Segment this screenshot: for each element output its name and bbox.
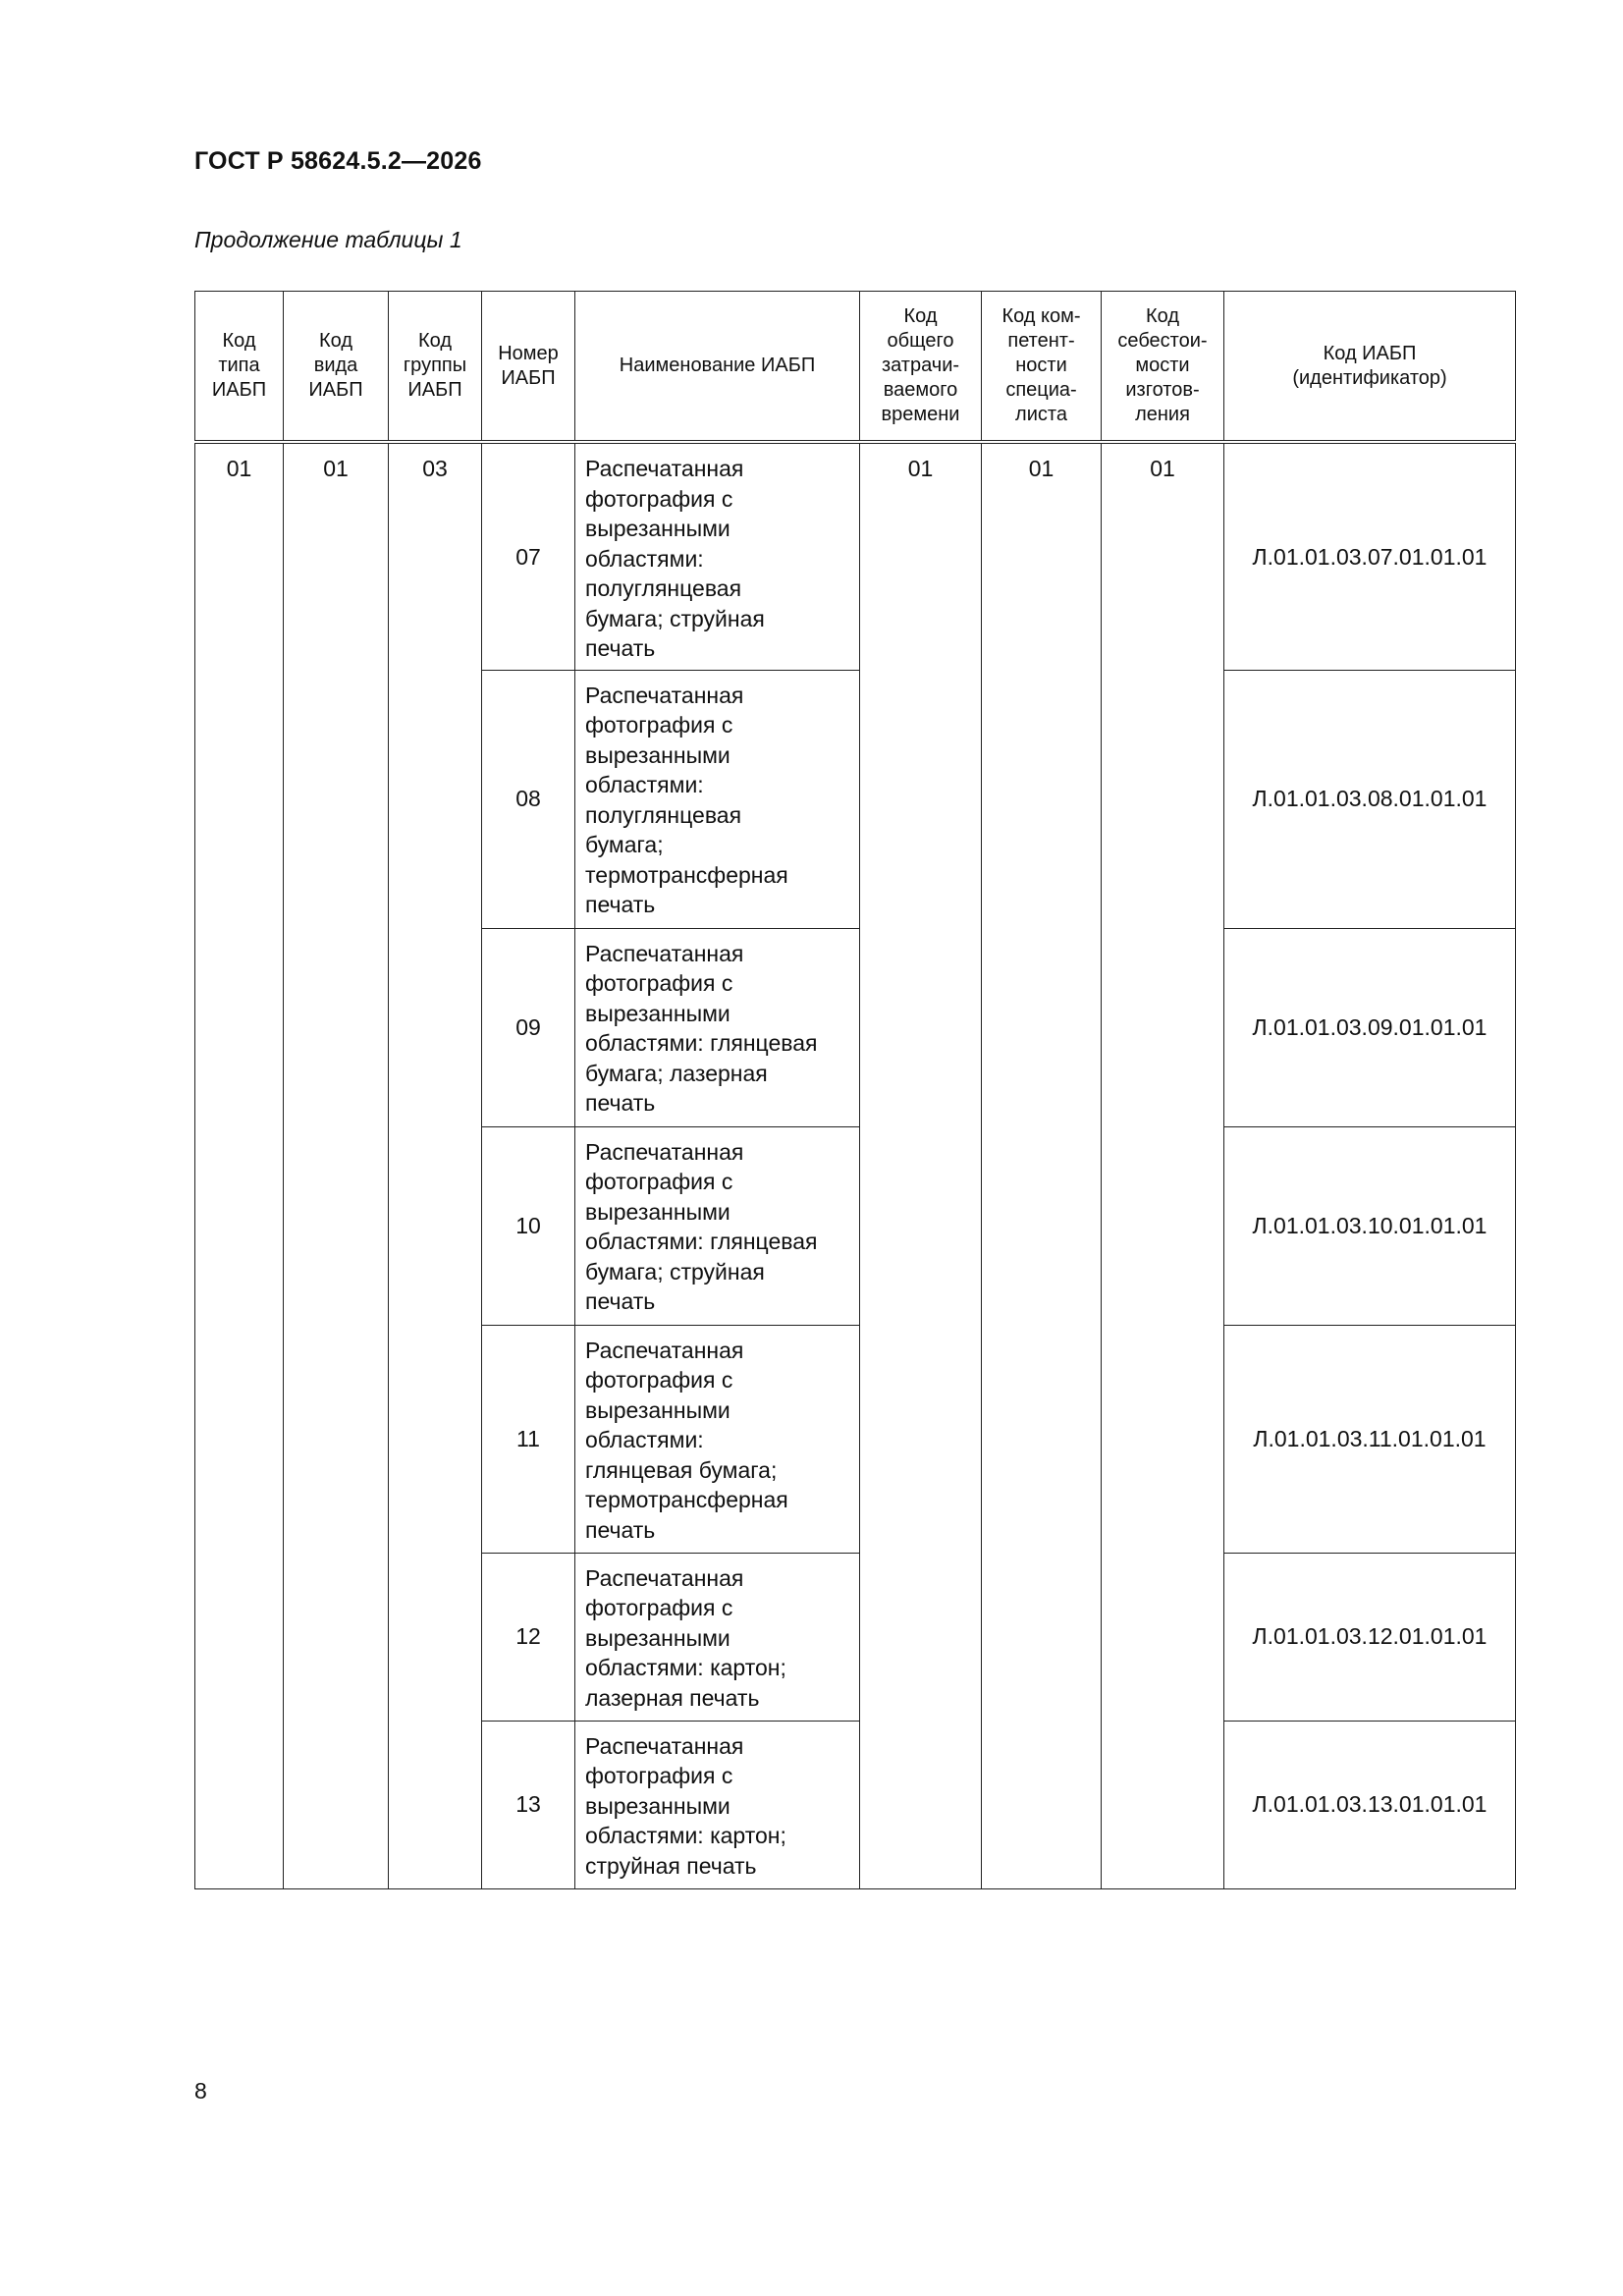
text-line: ваемого bbox=[883, 379, 958, 401]
cell-number: 13 bbox=[482, 1721, 575, 1888]
text-line: вырезанными bbox=[585, 1000, 730, 1026]
text-line: мости bbox=[1135, 355, 1190, 376]
cell-name bbox=[575, 442, 860, 670]
text-line: вида bbox=[313, 355, 358, 376]
cell-number: 09 bbox=[482, 928, 575, 1126]
header-cost-code bbox=[1102, 292, 1224, 443]
header-type-code bbox=[195, 292, 284, 443]
cell-number: 12 bbox=[482, 1553, 575, 1721]
text-line: областями: картон; bbox=[585, 1655, 786, 1680]
text-line: вырезанными bbox=[585, 1792, 730, 1819]
text-line: областями: глянцевая bbox=[585, 1030, 818, 1056]
text-line: фотография с bbox=[585, 712, 733, 738]
cell-time-code: 01 bbox=[860, 442, 982, 1888]
text-line: ИАБП bbox=[211, 379, 267, 401]
text-line: Наименование ИАБП bbox=[619, 355, 816, 376]
text-line: фотография с bbox=[585, 1595, 733, 1620]
text-line: листа bbox=[1015, 404, 1067, 425]
text-line: фотография с bbox=[585, 1169, 733, 1194]
header-row bbox=[195, 292, 1516, 443]
text-line: бумага; струйная bbox=[585, 605, 765, 631]
codes-table bbox=[194, 291, 1516, 1889]
text-line: печать bbox=[585, 1516, 656, 1543]
text-line: областями: bbox=[585, 545, 704, 572]
text-line: областями: bbox=[585, 772, 704, 797]
text-line: ИАБП bbox=[308, 379, 363, 401]
text-line: вырезанными bbox=[585, 1198, 730, 1225]
text-line: областями: bbox=[585, 1427, 704, 1452]
text-line: вырезанными bbox=[585, 1396, 730, 1423]
table-row bbox=[195, 442, 1516, 670]
text-line: струйная печать bbox=[585, 1852, 757, 1879]
cell-number: 07 bbox=[482, 442, 575, 670]
text-line: Код bbox=[1145, 305, 1179, 327]
text-line: Код bbox=[318, 330, 352, 352]
text-line: фотография с bbox=[585, 970, 733, 996]
header-name bbox=[575, 292, 860, 443]
text-line: затрачи- bbox=[881, 355, 960, 376]
text-line: типа bbox=[218, 355, 260, 376]
text-line: Распечатанная bbox=[585, 456, 744, 481]
text-line: Распечатанная bbox=[585, 682, 744, 708]
cell-identifier: Л.01.01.03.10.01.01.01 bbox=[1224, 1126, 1516, 1325]
text-line: печать bbox=[585, 892, 656, 917]
text-line: Код ИАБП bbox=[1323, 342, 1417, 364]
cell-identifier: Л.01.01.03.08.01.01.01 bbox=[1224, 670, 1516, 928]
text-line: группы bbox=[403, 355, 467, 376]
header-kind-code bbox=[284, 292, 389, 443]
text-line: Код ком- bbox=[1001, 305, 1081, 327]
text-line: ИАБП bbox=[501, 366, 556, 389]
header-number bbox=[482, 292, 575, 443]
text-line: изготов- bbox=[1125, 379, 1200, 401]
text-line: областями: глянцевая bbox=[585, 1229, 818, 1254]
text-line: печать bbox=[585, 635, 656, 661]
text-line: себестои- bbox=[1117, 330, 1208, 352]
cell-identifier: Л.01.01.03.11.01.01.01 bbox=[1224, 1325, 1516, 1553]
document-code: ГОСТ Р 58624.5.2—2026 bbox=[194, 147, 482, 175]
table-caption: Продолжение таблицы 1 bbox=[194, 227, 462, 252]
cell-identifier: Л.01.01.03.09.01.01.01 bbox=[1224, 928, 1516, 1126]
text-line: печать bbox=[585, 1288, 656, 1314]
text-line: Код bbox=[417, 330, 452, 352]
cell-number: 10 bbox=[482, 1126, 575, 1325]
text-line: печать bbox=[585, 1090, 656, 1116]
text-line: бумага; bbox=[585, 832, 664, 857]
text-line: Распечатанная bbox=[585, 940, 744, 966]
text-line: областями: картон; bbox=[585, 1823, 786, 1848]
text-line: ности bbox=[1015, 355, 1067, 376]
cell-competence-code: 01 bbox=[982, 442, 1102, 1888]
text-line: петент- bbox=[1007, 330, 1075, 352]
text-line: бумага; струйная bbox=[585, 1258, 765, 1285]
cell-number: 11 bbox=[482, 1325, 575, 1553]
header-competence-code bbox=[982, 292, 1102, 443]
text-line: фотография с bbox=[585, 1367, 733, 1393]
text-line: времени bbox=[881, 404, 960, 425]
text-line: термотрансферная bbox=[585, 861, 788, 888]
cell-number: 08 bbox=[482, 670, 575, 928]
cell-cost-code: 01 bbox=[1102, 442, 1224, 1888]
text-line: Код bbox=[222, 330, 256, 352]
page-number: 8 bbox=[194, 2078, 207, 2104]
text-line: бумага; лазерная bbox=[585, 1060, 768, 1086]
cell-name bbox=[575, 1126, 860, 1325]
text-line: термотрансферная bbox=[585, 1487, 788, 1512]
text-line: вырезанными bbox=[585, 1624, 730, 1651]
text-line: Распечатанная bbox=[585, 1337, 744, 1363]
text-line: фотография с bbox=[585, 485, 733, 512]
text-line: полуглянцевая bbox=[585, 801, 742, 828]
cell-name bbox=[575, 928, 860, 1126]
text-line: Номер bbox=[498, 342, 559, 364]
text-line: полуглянцевая bbox=[585, 575, 742, 601]
cell-kind-code: 01 bbox=[284, 442, 389, 1888]
text-line: вырезанными bbox=[585, 741, 730, 768]
header-group-code bbox=[389, 292, 482, 443]
cell-type-code: 01 bbox=[195, 442, 284, 1888]
header-identifier bbox=[1224, 292, 1516, 443]
header-time-code bbox=[860, 292, 982, 443]
cell-identifier: Л.01.01.03.12.01.01.01 bbox=[1224, 1553, 1516, 1721]
text-line: Распечатанная bbox=[585, 1564, 744, 1591]
text-line: Код bbox=[903, 305, 938, 327]
text-line: глянцевая бумага; bbox=[585, 1456, 778, 1483]
text-line: лазерная печать bbox=[585, 1684, 760, 1711]
text-line: общего bbox=[887, 330, 954, 352]
text-line: ления bbox=[1135, 404, 1190, 425]
text-line: Распечатанная bbox=[585, 1732, 744, 1759]
text-line: специа- bbox=[1005, 379, 1077, 401]
cell-identifier: Л.01.01.03.07.01.01.01 bbox=[1224, 442, 1516, 670]
cell-name bbox=[575, 1721, 860, 1888]
text-line: (идентификатор) bbox=[1292, 366, 1447, 389]
cell-name bbox=[575, 670, 860, 928]
text-line: ИАБП bbox=[407, 379, 462, 401]
text-line: фотография с bbox=[585, 1763, 733, 1788]
text-line: Распечатанная bbox=[585, 1138, 744, 1165]
cell-name bbox=[575, 1325, 860, 1553]
cell-identifier: Л.01.01.03.13.01.01.01 bbox=[1224, 1721, 1516, 1888]
cell-name bbox=[575, 1553, 860, 1721]
text-line: вырезанными bbox=[585, 516, 730, 541]
cell-group-code: 03 bbox=[389, 442, 482, 1888]
